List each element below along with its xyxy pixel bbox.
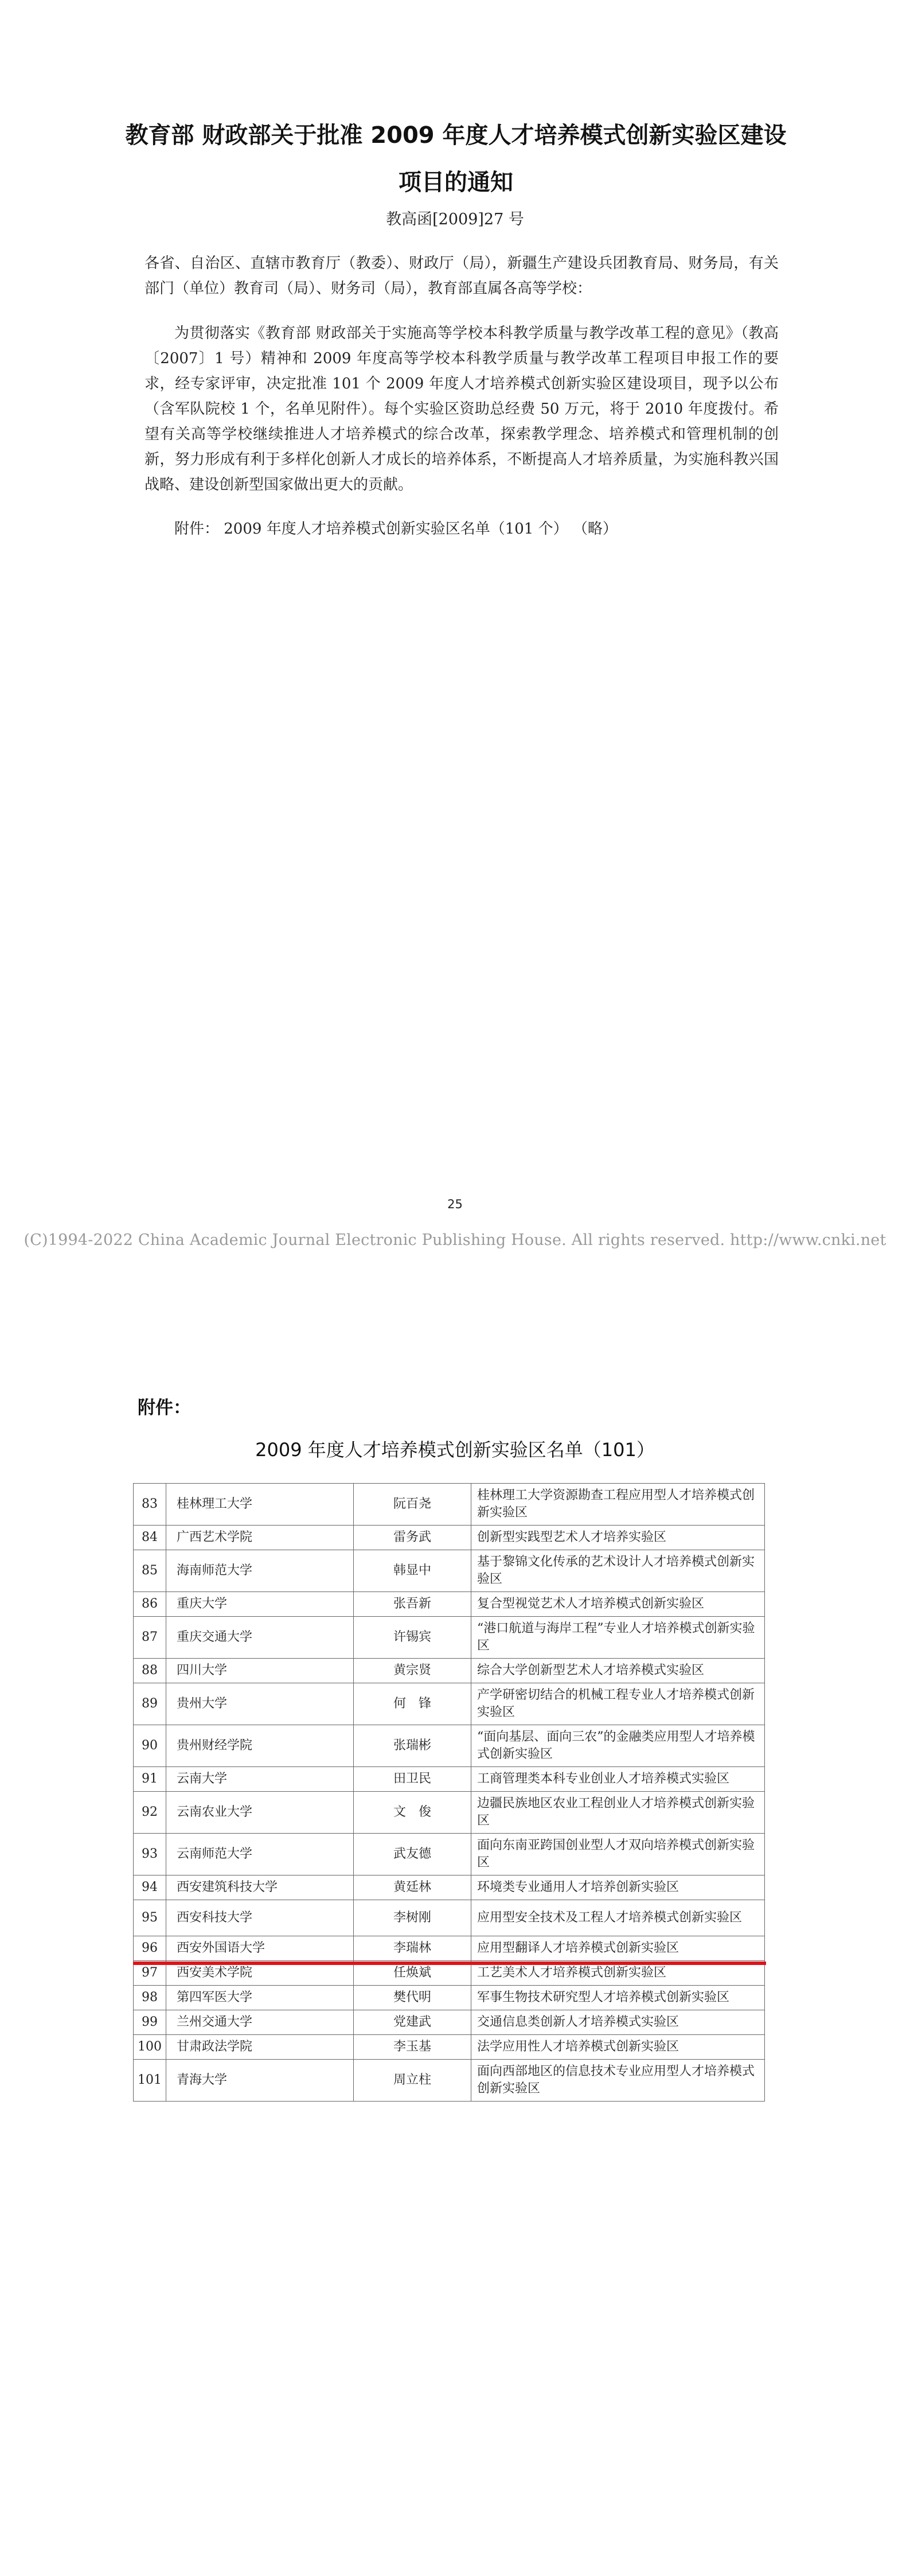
table-row (134, 1792, 765, 1834)
person-cell: 周立柱 (354, 2060, 471, 2102)
copyright-notice: (C)1994-2022 China Academic Journal Electronic Publishing House. All rights reserved. http://www.cnki.net (24, 1231, 886, 1249)
table-row (134, 1834, 765, 1875)
school-cell: 云南农业大学 (166, 1792, 354, 1834)
project-name-cell: 创新型实践型艺术人才培养实验区 (471, 1526, 765, 1550)
person-cell: 许锡宾 (354, 1617, 471, 1659)
school-cell: 贵州财经学院 (166, 1725, 354, 1767)
row-number: 98 (134, 1986, 166, 2010)
table-row (134, 1659, 765, 1683)
person-cell: 雷务武 (354, 1526, 471, 1550)
person-cell: 文 俊 (354, 1792, 471, 1834)
project-name-cell: 应用型翻译人才培养模式创新实验区 (471, 1936, 765, 1961)
project-name-cell: 复合型视觉艺术人才培养模式创新实验区 (471, 1592, 765, 1617)
school-cell: 四川大学 (166, 1659, 354, 1683)
table-row (134, 1526, 765, 1550)
table-row (134, 1900, 765, 1936)
project-name-cell: 基于黎锦文化传承的艺术设计人才培养模式创新实验区 (471, 1550, 765, 1592)
table-row (134, 1617, 765, 1659)
project-name-cell: 应用型安全技术及工程人才培养模式创新实验区 (471, 1900, 765, 1936)
project-name-cell: “港口航道与海岸工程”专业人才培养模式创新实验区 (471, 1617, 765, 1659)
school-cell: 重庆交通大学 (166, 1617, 354, 1659)
row-number: 94 (134, 1875, 166, 1900)
attachment-label: 附件： (138, 1398, 191, 1418)
table-row (134, 1725, 765, 1767)
project-name-cell: 桂林理工大学资源勘查工程应用型人才培养模式创新实验区 (471, 1484, 765, 1526)
table-row (134, 1986, 765, 2010)
row-number: 89 (134, 1683, 166, 1725)
person-cell: 韩显中 (354, 1550, 471, 1592)
table-row (134, 2010, 765, 2035)
table-row (134, 1875, 765, 1900)
row-number: 101 (134, 2060, 166, 2102)
project-name-cell: 工商管理类本科专业创业人才培养模式实验区 (471, 1767, 765, 1792)
project-name-cell: 交通信息类创新人才培养模式实验区 (471, 2010, 765, 2035)
school-cell: 西安科技大学 (166, 1900, 354, 1936)
table-row (134, 1550, 765, 1592)
row-number: 97 (134, 1961, 166, 1986)
table-row (134, 2035, 765, 2060)
school-cell: 云南大学 (166, 1767, 354, 1792)
person-cell: 田卫民 (354, 1767, 471, 1792)
table-row (134, 2060, 765, 2102)
project-table (133, 1483, 765, 2102)
school-cell: 海南师范大学 (166, 1550, 354, 1592)
row-number: 83 (134, 1484, 166, 1526)
project-name-cell: 法学应用性人才培养模式创新实验区 (471, 2035, 765, 2060)
table-row (134, 1484, 765, 1526)
project-name-cell: 工艺美术人才培养模式创新实验区 (471, 1961, 765, 1986)
person-cell: 黄廷林 (354, 1875, 471, 1900)
person-cell: 李树刚 (354, 1900, 471, 1936)
row-number: 84 (134, 1526, 166, 1550)
red-highlight-line (133, 1962, 766, 1965)
person-cell: 武友德 (354, 1834, 471, 1875)
school-cell: 西安美术学院 (166, 1961, 354, 1986)
addressee-paragraph: 各省、自治区、直辖市教育厅（教委）、财政厅（局），新疆生产建设兵团教育局、财务局，有关部门（单位）教育司（局）、财务司（局），教育部直属各高等学校： (144, 255, 779, 297)
row-number: 87 (134, 1617, 166, 1659)
document-number: 教高函[2009]27 号 (386, 211, 524, 228)
project-name-cell: 综合大学创新型艺术人才培养模式实验区 (471, 1659, 765, 1683)
school-cell: 青海大学 (166, 2060, 354, 2102)
school-cell: 甘肃政法学院 (166, 2035, 354, 2060)
school-cell: 桂林理工大学 (166, 1484, 354, 1526)
table-row (134, 1767, 765, 1792)
body-paragraph: 为贯彻落实《教育部 财政部关于实施高等学校本科教学质量与教学改革工程的意见》（教高〔2007〕1 号）精神和 2009 年度高等学校本科教学质量与教学改革工程项目申报工作的要求，经专家评审，决定批准 101 个 2009 年度人才培养模式创新实验区建设项目，现予以公布（含军队院校 1 个，名单见附件）。每个实验区资助总经费 50 万元，将于 2010 年度拨付。希望有关高等学校继续推进人才培养模式的综合改革，探索教学理念、培养模式和管理机制的创新，努力形成有利于多样化创新人才成长的培养体系，不断提高人才培养质量，为实施科教兴国战略、建设创新型国家做出更大的贡献。 (144, 325, 779, 493)
row-number: 95 (134, 1900, 166, 1936)
project-name-cell: 面向西部地区的信息技术专业应用型人才培养模式创新实验区 (471, 2060, 765, 2102)
school-cell: 重庆大学 (166, 1592, 354, 1617)
school-cell: 广西艺术学院 (166, 1526, 354, 1550)
person-cell: 任焕斌 (354, 1961, 471, 1986)
notice-title: 教育部 财政部关于批准 2009 年度人才培养模式创新实验区建设项目的通知 (125, 122, 787, 196)
row-number: 91 (134, 1767, 166, 1792)
row-number: 99 (134, 2010, 166, 2035)
project-name-cell: 边疆民族地区农业工程创业人才培养模式创新实验区 (471, 1792, 765, 1834)
table-row (134, 1683, 765, 1725)
page-number: 25 (447, 1197, 463, 1211)
person-cell: 党建武 (354, 2010, 471, 2035)
row-number: 92 (134, 1792, 166, 1834)
person-cell: 阮百尧 (354, 1484, 471, 1526)
table-row (134, 1592, 765, 1617)
attachment-note: 附件： 2009 年度人才培养模式创新实验区名单（101 个） （略） (174, 520, 618, 538)
person-cell: 李玉基 (354, 2035, 471, 2060)
school-cell: 第四军医大学 (166, 1986, 354, 2010)
row-number: 86 (134, 1592, 166, 1617)
row-number: 93 (134, 1834, 166, 1875)
row-number: 88 (134, 1659, 166, 1683)
project-name-cell: “面向基层、面向三农”的金融类应用型人才培养模式创新实验区 (471, 1725, 765, 1767)
person-cell: 李瑞林 (354, 1936, 471, 1961)
project-name-cell: 产学研密切结合的机械工程专业人才培养模式创新实验区 (471, 1683, 765, 1725)
person-cell: 张瑞彬 (354, 1725, 471, 1767)
school-cell: 贵州大学 (166, 1683, 354, 1725)
school-cell: 西安外国语大学 (166, 1936, 354, 1961)
school-cell: 兰州交通大学 (166, 2010, 354, 2035)
school-cell: 云南师范大学 (166, 1834, 354, 1875)
project-name-cell: 环境类专业通用人才培养创新实验区 (471, 1875, 765, 1900)
row-number: 96 (134, 1936, 166, 1961)
person-cell: 张吾新 (354, 1592, 471, 1617)
row-number: 100 (134, 2035, 166, 2060)
school-cell: 西安建筑科技大学 (166, 1875, 354, 1900)
person-cell: 何 锋 (354, 1683, 471, 1725)
row-number: 90 (134, 1725, 166, 1767)
project-name-cell: 军事生物技术研究型人才培养模式创新实验区 (471, 1986, 765, 2010)
table-row (134, 1936, 765, 1961)
project-name-cell: 面向东南亚跨国创业型人才双向培养模式创新实验区 (471, 1834, 765, 1875)
row-number: 85 (134, 1550, 166, 1592)
person-cell: 樊代明 (354, 1986, 471, 2010)
person-cell: 黄宗贤 (354, 1659, 471, 1683)
list-title: 2009 年度人才培养模式创新实验区名单（101） (255, 1439, 655, 1461)
